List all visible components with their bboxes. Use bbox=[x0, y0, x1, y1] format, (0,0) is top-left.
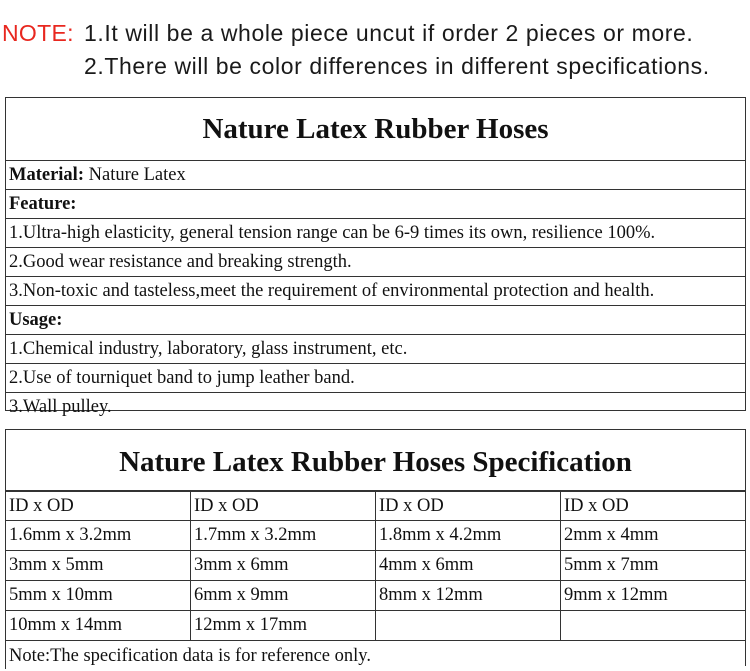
spec-header-row bbox=[6, 492, 746, 521]
spec-cell bbox=[376, 611, 561, 641]
product-title: Nature Latex Rubber Hoses bbox=[6, 98, 745, 161]
usage-label: Usage: bbox=[9, 310, 63, 330]
usage-item: 2.Use of tourniquet band to jump leather band. bbox=[6, 364, 745, 393]
spec-cell: 5mm x 7mm bbox=[561, 551, 746, 581]
note-section bbox=[0, 0, 750, 92]
feature-item: 3.Non-toxic and tasteless,meet the requirement of environmental protection and health. bbox=[6, 277, 745, 306]
spec-row bbox=[6, 581, 746, 611]
spec-cell: 3mm x 6mm bbox=[191, 551, 376, 581]
usage-heading bbox=[6, 306, 745, 335]
usage-item: 3.Wall pulley. bbox=[9, 397, 112, 417]
spec-row bbox=[6, 611, 746, 641]
spec-cell: 10mm x 14mm bbox=[6, 611, 191, 641]
spec-cell: 5mm x 10mm bbox=[6, 581, 191, 611]
spec-header-cell: ID x OD bbox=[6, 492, 191, 521]
spec-row bbox=[6, 551, 746, 581]
spec-header-cell: ID x OD bbox=[376, 492, 561, 521]
note-line-2: 2.There will be color differences in different specifications. bbox=[84, 53, 710, 79]
spec-cell: 2mm x 4mm bbox=[561, 521, 746, 551]
spec-footnote: Note:The specification data is for reference only. bbox=[5, 641, 745, 669]
spec-cell: 1.7mm x 3.2mm bbox=[191, 521, 376, 551]
specification-title: Nature Latex Rubber Hoses Specification bbox=[6, 430, 745, 491]
specification-table bbox=[5, 429, 746, 666]
feature-heading bbox=[6, 190, 745, 219]
spec-cell: 1.8mm x 4.2mm bbox=[376, 521, 561, 551]
spec-cell: 12mm x 17mm bbox=[191, 611, 376, 641]
material-value: Nature Latex bbox=[84, 165, 186, 185]
product-info-table bbox=[5, 97, 746, 417]
spec-cell: 4mm x 6mm bbox=[376, 551, 561, 581]
spec-cell: 9mm x 12mm bbox=[561, 581, 746, 611]
note-line-1: 1.It will be a whole piece uncut if order 2 pieces or more. bbox=[84, 20, 694, 46]
spec-row bbox=[6, 521, 746, 551]
feature-item: 1.Ultra-high elasticity, general tension range can be 6-9 times its own, resilience 100%. bbox=[6, 219, 745, 248]
spec-cell: 1.6mm x 3.2mm bbox=[6, 521, 191, 551]
feature-item: 2.Good wear resistance and breaking strength. bbox=[6, 248, 745, 277]
spec-cell: 6mm x 9mm bbox=[191, 581, 376, 611]
usage-item: 1.Chemical industry, laboratory, glass instrument, etc. bbox=[6, 335, 745, 364]
spec-cell: 8mm x 12mm bbox=[376, 581, 561, 611]
material-label: Material: bbox=[9, 165, 84, 185]
spec-cell: 3mm x 5mm bbox=[6, 551, 191, 581]
material-row bbox=[6, 161, 745, 190]
spec-cell bbox=[561, 611, 746, 641]
spec-grid bbox=[5, 491, 746, 641]
note-label: NOTE: bbox=[2, 20, 74, 46]
spec-header-cell: ID x OD bbox=[561, 492, 746, 521]
spec-header-cell: ID x OD bbox=[191, 492, 376, 521]
feature-label: Feature: bbox=[9, 194, 77, 214]
